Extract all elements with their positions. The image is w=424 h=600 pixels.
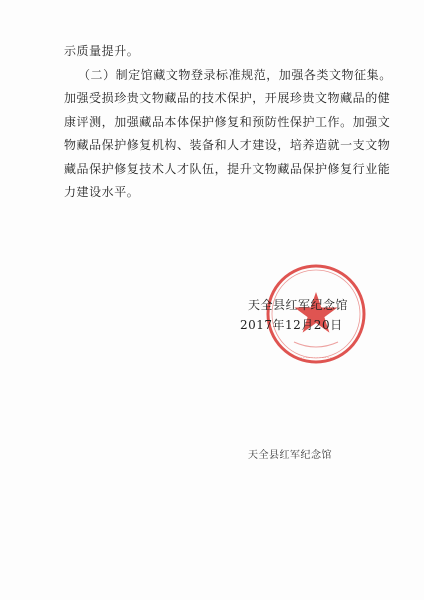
footer-organization: 天全县红军纪念馆 (248, 450, 332, 461)
paragraph-line: 藏品保护修复技术人才队伍，提升文物藏品保护修复行业能 (64, 161, 391, 176)
signature-organization: 天全县红军纪念馆 (248, 298, 349, 312)
paragraph-line: 物藏品保护修复机构、装备和人才建设，培养造就一支文物 (64, 138, 391, 152)
signature-block (240, 295, 348, 335)
svg-text:.........................: ......................... (296, 354, 336, 360)
body-text (64, 40, 392, 205)
signature-date: 2017年12月20日 (240, 318, 343, 332)
paragraph-line: 力建设水平。 (64, 185, 140, 199)
paragraph-line: 加强受损珍贵文物藏品的技术保护，开展珍贵文物藏品的健 (64, 91, 391, 105)
paragraph-line: 康评测，加强藏品本体保护修复和预防性保护工作。加强文 (64, 114, 391, 129)
paragraph-line: 示质量提升。 (64, 44, 140, 58)
paragraph-line: （二）制定馆藏文物登录标准规范，加强各类文物征集。 (78, 67, 392, 82)
